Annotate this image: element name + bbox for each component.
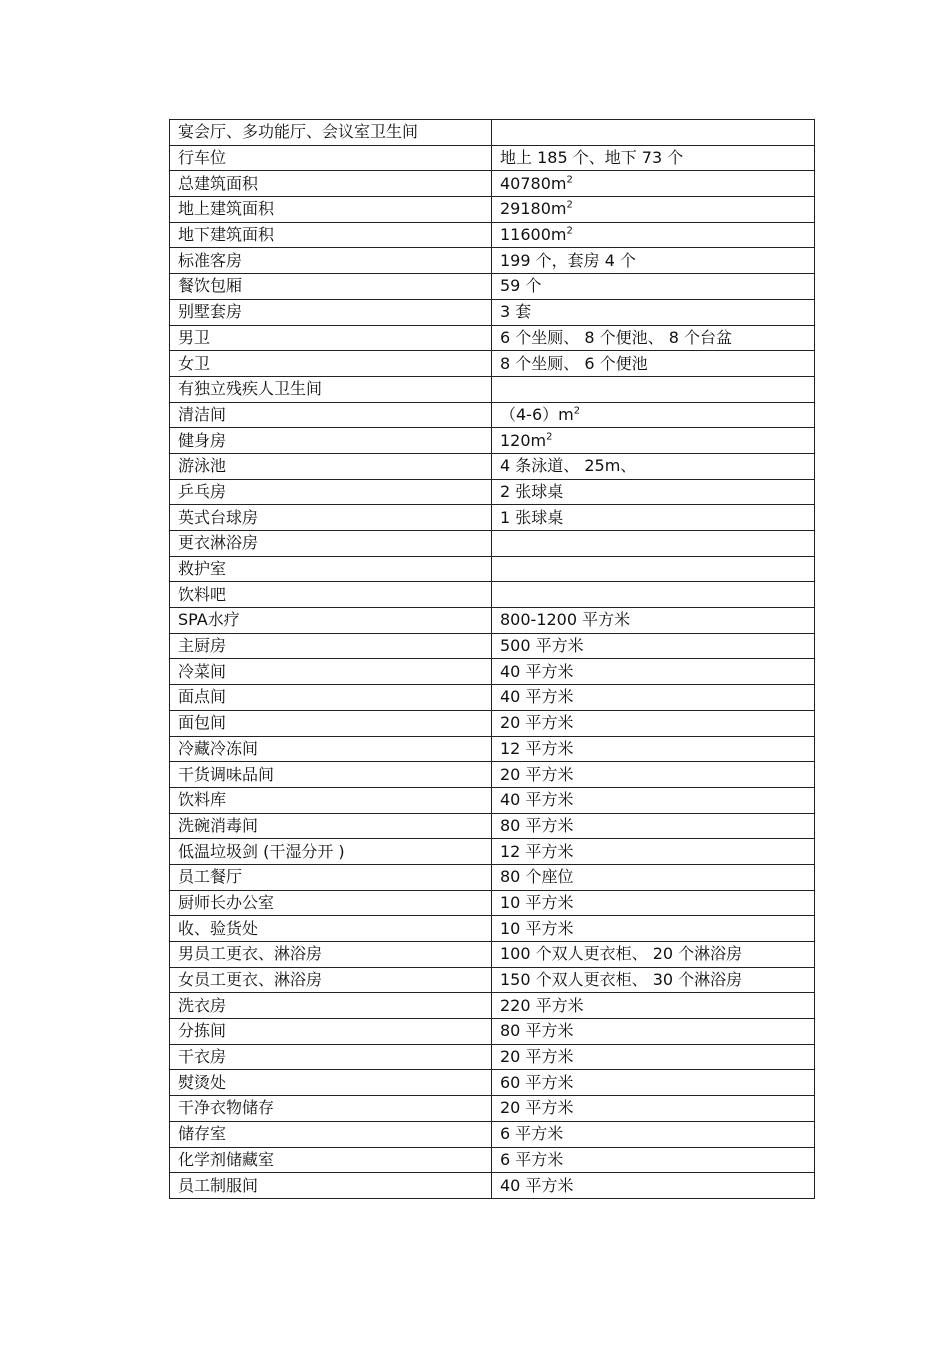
facility-value-cell [492, 120, 815, 146]
facility-name-cell: SPA水疗 [170, 608, 492, 634]
facility-value-cell [492, 736, 815, 762]
facility-name-cell: 干衣房 [170, 1044, 492, 1070]
table-row [170, 787, 815, 813]
table-row [170, 685, 815, 711]
facility-value-cell [492, 1019, 815, 1045]
facility-name-cell: 地下建筑面积 [170, 222, 492, 248]
table-row [170, 325, 815, 351]
facility-name-cell: 冷菜间 [170, 659, 492, 685]
facility-value-cell [492, 993, 815, 1019]
facility-name-cell: 健身房 [170, 428, 492, 454]
facility-value-cell [492, 1121, 815, 1147]
table-row [170, 197, 815, 223]
facility-name-cell: 女员工更衣、淋浴房 [170, 967, 492, 993]
facility-spec-table [169, 119, 815, 1199]
facility-value-cell [492, 787, 815, 813]
table-row [170, 1070, 815, 1096]
facility-value-text: 29180m [500, 199, 567, 219]
facility-value-text: 20 平方米 [500, 1098, 574, 1118]
facility-name-cell: 低温垃圾剑 (干湿分开 ) [170, 839, 492, 865]
facility-value-cell [492, 967, 815, 993]
facility-value-cell [492, 1096, 815, 1122]
facility-value-text: 10 平方米 [500, 918, 574, 938]
facility-value-cell [492, 376, 815, 402]
facility-name-cell: 男员工更衣、淋浴房 [170, 942, 492, 968]
table-row [170, 942, 815, 968]
table-row [170, 428, 815, 454]
table-row [170, 813, 815, 839]
facility-value-text: 6 平方米 [500, 1149, 564, 1169]
facility-name-cell: 熨烫处 [170, 1070, 492, 1096]
table-row [170, 659, 815, 685]
table-row [170, 916, 815, 942]
table-row [170, 1173, 815, 1199]
facility-name-cell: 标准客房 [170, 248, 492, 274]
table-row [170, 171, 815, 197]
facility-value-text: 500 平方米 [500, 636, 584, 656]
unit-superscript: 2 [566, 225, 573, 237]
facility-value-text: 20 平方米 [500, 764, 574, 784]
facility-value-text: 地上 185 个、地下 73 个 [500, 148, 684, 168]
facility-value-cell [492, 299, 815, 325]
facility-value-cell [492, 479, 815, 505]
facility-name-cell: 饮料吧 [170, 582, 492, 608]
facility-name-cell: 饮料库 [170, 787, 492, 813]
facility-name-cell: 男卫 [170, 325, 492, 351]
facility-name-cell: 清洁间 [170, 402, 492, 428]
facility-name-cell: 餐饮包厢 [170, 274, 492, 300]
facility-name-cell: 收、验货处 [170, 916, 492, 942]
table-row [170, 582, 815, 608]
facility-value-text: 4 条泳道、 25m、 [500, 456, 637, 476]
facility-value-text: 80 平方米 [500, 1021, 574, 1041]
facility-value-text: 100 个双人更衣柜、 20 个淋浴房 [500, 944, 743, 964]
table-row [170, 864, 815, 890]
facility-name-cell: 员工餐厅 [170, 864, 492, 890]
table-row [170, 736, 815, 762]
table-row [170, 505, 815, 531]
facility-value-cell [492, 916, 815, 942]
table-row [170, 1096, 815, 1122]
table-row [170, 1019, 815, 1045]
facility-value-cell [492, 839, 815, 865]
facility-value-text: 40780m [500, 173, 567, 193]
table-row [170, 608, 815, 634]
table-row [170, 839, 815, 865]
facility-value-text: 11600m [500, 225, 567, 245]
facility-name-cell: 有独立残疾人卫生间 [170, 376, 492, 402]
facility-name-cell: 面点间 [170, 685, 492, 711]
facility-name-cell: 女卫 [170, 351, 492, 377]
facility-value-text: 12 平方米 [500, 841, 574, 861]
facility-value-text: 40 平方米 [500, 661, 574, 681]
facility-name-cell: 洗衣房 [170, 993, 492, 1019]
table-row [170, 402, 815, 428]
unit-superscript: 2 [546, 431, 553, 443]
table-row [170, 274, 815, 300]
facility-value-text: （4-6）m [500, 404, 574, 424]
table-row [170, 299, 815, 325]
table-row [170, 376, 815, 402]
facility-name-cell: 洗碗消毒间 [170, 813, 492, 839]
facility-name-cell: 化学剂储藏室 [170, 1147, 492, 1173]
facility-value-text: 59 个 [500, 276, 542, 296]
facility-name-cell: 厨师长办公室 [170, 890, 492, 916]
facility-value-text: 150 个双人更衣柜、 30 个淋浴房 [500, 970, 743, 990]
table-row [170, 351, 815, 377]
facility-value-text: 40 平方米 [500, 687, 574, 707]
facility-value-cell [492, 890, 815, 916]
facility-name-cell: 员工制服间 [170, 1173, 492, 1199]
table-row [170, 967, 815, 993]
facility-value-text: 60 平方米 [500, 1072, 574, 1092]
facility-value-text: 10 平方米 [500, 892, 574, 912]
facility-value-cell [492, 864, 815, 890]
facility-name-cell: 面包间 [170, 710, 492, 736]
facility-name-cell: 乒乓房 [170, 479, 492, 505]
facility-value-text: 6 个坐厕、 8 个便池、 8 个台盆 [500, 327, 732, 347]
table-row [170, 1121, 815, 1147]
facility-value-text: 40 平方米 [500, 790, 574, 810]
facility-value-cell [492, 633, 815, 659]
table-row [170, 222, 815, 248]
facility-value-text: 8 个坐厕、 6 个便池 [500, 353, 648, 373]
facility-value-cell [492, 659, 815, 685]
facility-value-cell [492, 813, 815, 839]
facility-name-cell: 干货调味品间 [170, 762, 492, 788]
facility-value-text: 199 个，套房 4 个 [500, 250, 636, 270]
facility-value-cell [492, 505, 815, 531]
facility-name-cell: 地上建筑面积 [170, 197, 492, 223]
table-row [170, 479, 815, 505]
table-row [170, 710, 815, 736]
facility-name-cell: 主厨房 [170, 633, 492, 659]
facility-value-cell [492, 351, 815, 377]
table-row [170, 248, 815, 274]
facility-name-cell: 宴会厅、多功能厅、会议室卫生间 [170, 120, 492, 146]
facility-value-text: 1 张球桌 [500, 507, 564, 527]
facility-value-text: 20 平方米 [500, 1047, 574, 1067]
facility-value-text: 6 平方米 [500, 1124, 564, 1144]
unit-superscript: 2 [566, 200, 573, 212]
table-row [170, 1044, 815, 1070]
facility-value-cell [492, 710, 815, 736]
facility-value-text: 220 平方米 [500, 995, 584, 1015]
facility-value-cell [492, 248, 815, 274]
unit-superscript: 2 [573, 405, 581, 417]
facility-value-text: 800-1200 平方米 [500, 610, 631, 630]
table-row [170, 633, 815, 659]
facility-value-cell [492, 1044, 815, 1070]
facility-name-cell: 总建筑面积 [170, 171, 492, 197]
table-row [170, 120, 815, 146]
table-row [170, 556, 815, 582]
facility-value-cell [492, 171, 815, 197]
facility-value-cell [492, 685, 815, 711]
facility-value-cell [492, 608, 815, 634]
facility-value-cell [492, 325, 815, 351]
facility-name-cell: 储存室 [170, 1121, 492, 1147]
facility-value-cell [492, 582, 815, 608]
facility-name-cell: 冷藏冷冻间 [170, 736, 492, 762]
facility-value-cell [492, 402, 815, 428]
facility-value-text: 12 平方米 [500, 738, 574, 758]
facility-value-text: 80 个座位 [500, 867, 574, 887]
facility-value-cell [492, 145, 815, 171]
facility-value-text: 40 平方米 [500, 1175, 574, 1195]
facility-name-cell: 干净衣物储存 [170, 1096, 492, 1122]
facility-name-cell: 英式台球房 [170, 505, 492, 531]
facility-value-cell [492, 1147, 815, 1173]
facility-name-cell: 别墅套房 [170, 299, 492, 325]
facility-value-cell [492, 222, 815, 248]
facility-name-cell: 分拣间 [170, 1019, 492, 1045]
facility-name-cell: 行车位 [170, 145, 492, 171]
facility-spec-table-body [170, 120, 815, 1199]
facility-value-text: 120m [500, 430, 547, 450]
facility-name-cell: 游泳池 [170, 453, 492, 479]
facility-value-cell [492, 197, 815, 223]
table-row [170, 762, 815, 788]
facility-value-cell [492, 762, 815, 788]
facility-name-cell: 救护室 [170, 556, 492, 582]
facility-name-cell: 更衣淋浴房 [170, 531, 492, 557]
unit-superscript: 2 [566, 174, 573, 186]
facility-value-cell [492, 1173, 815, 1199]
facility-value-cell [492, 942, 815, 968]
facility-value-cell [492, 1070, 815, 1096]
table-row [170, 531, 815, 557]
facility-value-cell [492, 274, 815, 300]
table-row [170, 993, 815, 1019]
facility-value-cell [492, 428, 815, 454]
facility-value-text: 20 平方米 [500, 713, 574, 733]
facility-value-cell [492, 453, 815, 479]
table-row [170, 1147, 815, 1173]
facility-value-text: 80 平方米 [500, 815, 574, 835]
table-row [170, 453, 815, 479]
facility-value-text: 3 套 [500, 302, 532, 322]
facility-value-text: 2 张球桌 [500, 481, 564, 501]
table-row [170, 145, 815, 171]
facility-value-cell [492, 531, 815, 557]
facility-value-cell [492, 556, 815, 582]
table-row [170, 890, 815, 916]
